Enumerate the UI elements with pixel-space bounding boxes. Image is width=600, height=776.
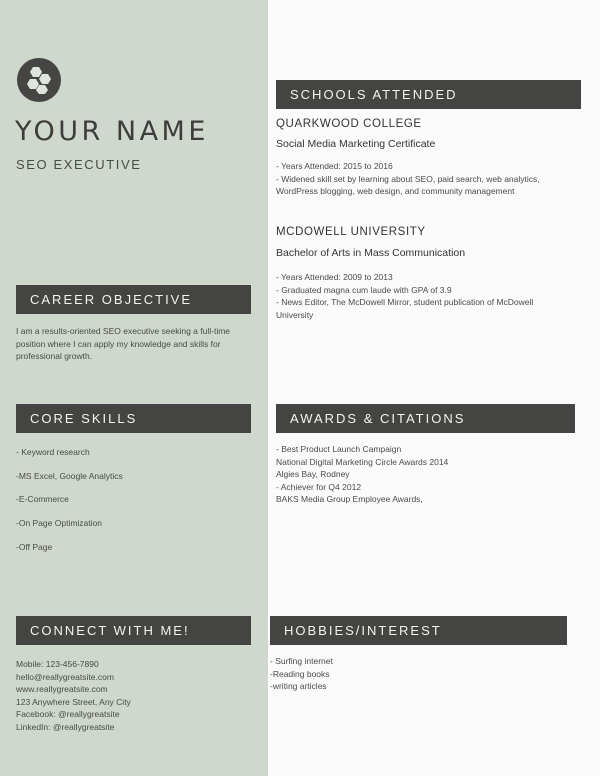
skill-item: -Off Page [16,542,53,552]
job-title: SEO EXECUTIVE [16,157,142,172]
school-name: MCDOWELL UNIVERSITY [276,226,426,238]
contact-linkedin: LinkedIn: @reallygreatsite [16,721,115,732]
awards-list: - Best Product Launch Campaign National Digital Marketing Circle Awards 2014 Algies Bay, Rodney - Achiever for Q4 2012 BAKS Media Group Employee Awards, [276,444,449,504]
school-details: - Years Attended: 2015 to 2016 - Widened skill set by learning about SEO, paid search, web analytics, WordPress blogging, web design, and community management [276,161,540,196]
school-degree: Social Media Marketing Certificate [276,138,436,150]
hobbies-list: - Surfing internet -Reading books -writing articles [270,656,333,691]
career-objective-text: I am a results-oriented SEO executive seeking a full-time position where I can apply my knowledge and skills for professional growth. [16,326,231,361]
schools-heading: SCHOOLS ATTENDED [276,80,581,109]
skill-item: -On Page Optimization [16,518,102,528]
contact-website: www.reallygreatsite.com [16,684,108,694]
awards-heading: AWARDS & CITATIONS [276,404,575,433]
skill-item: -E-Commerce [16,494,69,504]
hexagon-cluster-icon [17,58,61,102]
contact-mobile: Mobile: 123-456-7890 [16,659,99,669]
school-details: - Years Attended: 2009 to 2013 - Graduated magna cum laude with GPA of 3.9 - News Editor, The McDowell Mirror, student publication of McDowell University [276,272,534,320]
skill-item: -MS Excel, Google Analytics [16,471,123,481]
connect-heading: CONNECT WITH ME! [16,616,251,645]
contact-details [16,658,256,733]
contact-facebook: Facebook: @reallygreatsite [16,709,120,719]
school-name: QUARKWOOD COLLEGE [276,118,422,130]
contact-email: hello@reallygreatsite.com [16,671,114,682]
school-degree: Bachelor of Arts in Mass Communication [276,247,466,259]
resume-name: YOUR NAME [15,116,209,147]
hobbies-heading: HOBBIES/INTEREST [270,616,567,645]
skill-item: - Keyword research [16,447,90,457]
core-skills-heading: CORE SKILLS [16,404,251,433]
contact-address: 123 Anywhere Street, Any City [16,696,131,707]
career-objective-heading: CAREER OBJECTIVE [16,285,251,314]
